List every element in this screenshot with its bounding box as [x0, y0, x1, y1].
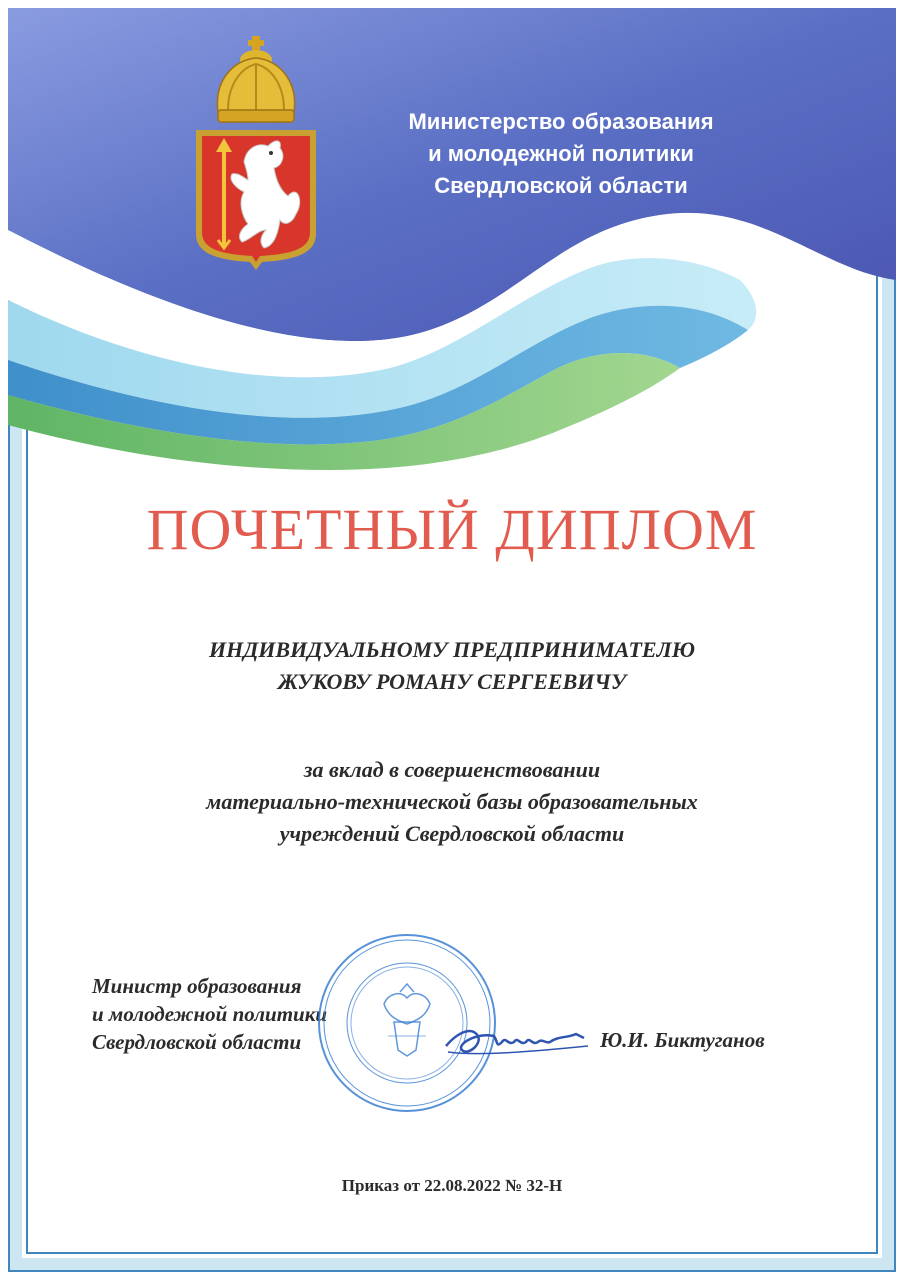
- ministry-line: Свердловской области: [434, 173, 688, 198]
- header-wave-banner: [0, 0, 904, 480]
- ministry-line: и молодежной политики: [428, 141, 694, 166]
- reason-line: учреждений Свердловской области: [279, 821, 625, 846]
- coat-of-arms-icon: [188, 34, 324, 270]
- ministry-name: [376, 106, 746, 202]
- reason-line: за вклад в совершенствовании: [303, 757, 601, 782]
- reason-block: [80, 754, 824, 850]
- order-reference: Приказ от 22.08.2022 № 32-Н: [341, 1176, 563, 1195]
- recipient-block: [80, 634, 824, 698]
- reason-line: материально-технической базы образовательных: [206, 789, 698, 814]
- position-line: Министр образования: [92, 974, 302, 998]
- position-line: и молодежной политики: [92, 1002, 328, 1026]
- signature-icon: [438, 1002, 598, 1072]
- recipient-line: ЖУКОВУ РОМАНУ СЕРГЕЕВИЧУ: [277, 669, 627, 694]
- diploma-title: ПОЧЕТНЫЙ ДИПЛОМ: [146, 497, 758, 562]
- ministry-line: Министерство образования: [408, 109, 714, 134]
- position-line: Свердловской области: [92, 1030, 302, 1054]
- recipient-line: ИНДИВИДУАЛЬНОМУ ПРЕДПРИНИМАТЕЛЮ: [209, 637, 695, 662]
- signatory-name: Ю.И. Биктуганов: [600, 1028, 765, 1052]
